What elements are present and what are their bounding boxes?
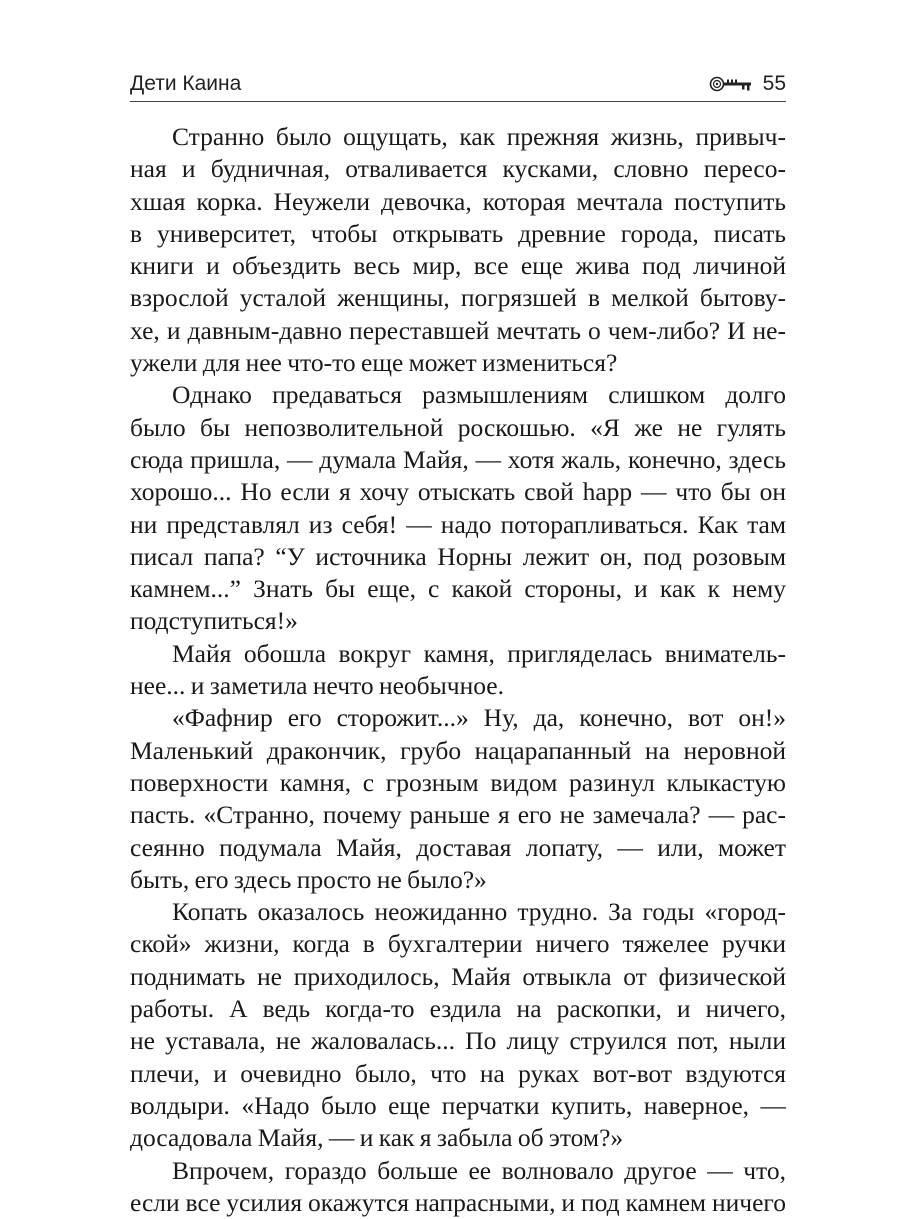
text-line: писал папа? “У источника Норны лежит он, под розовым: [130, 541, 786, 571]
text-line: ужели для нее что-то еще может измениться?: [130, 348, 618, 378]
page-header: [130, 70, 786, 102]
page-number-group: [709, 72, 786, 96]
text-line: досадовала Майя, — и как я забыла об этом?»: [130, 1123, 624, 1153]
text-line: если все усилия окажутся напрасными, и под камнем ничего: [130, 1187, 786, 1217]
text-line: плечи, и очевидно было, что на руках вот-вот вздуются: [130, 1058, 786, 1088]
text-line: волдыри. «Надо было еще перчатки купить, наверное, —: [130, 1090, 786, 1120]
text-line: Впрочем, гораздо больше ее волновало другое — что,: [172, 1155, 786, 1185]
text-line: хшая корка. Неужели девочка, которая мечтала поступить: [130, 186, 786, 216]
text-line: Однако предаваться размышлениям слишком долго: [172, 380, 786, 410]
page-number: 55: [762, 72, 786, 95]
header-rule: [130, 101, 786, 102]
text-line: нее... и заметила нечто необычное.: [130, 671, 504, 701]
text-line: Копать оказалось неожиданно трудно. За годы «город-: [172, 897, 786, 927]
text-line: быть, его здесь просто не было?»: [130, 864, 487, 894]
text-line: Странно было ощущать, как прежняя жизнь, привыч-: [172, 122, 786, 151]
text-line: в университет, чтобы открывать древние города, писать: [130, 218, 786, 248]
text-line: хорошо... Но если я хочу отыскать свой happ — что бы он: [130, 477, 786, 507]
text-line: ской» жизни, когда в бухгалтерии ничего тяжелее ручки: [130, 929, 786, 959]
running-title: Дети Каина: [130, 72, 242, 95]
text-line: работы. А ведь когда-то ездила на раскопки, и ничего,: [130, 994, 786, 1024]
text-line: Маленький дракончик, грубо нацарапанный на неровной: [130, 735, 786, 765]
text-line: ни представлял из себя! — надо поторапливаться. Как там: [130, 509, 786, 539]
text-line: сюда пришла, — думала Майя, — хотя жаль, конечно, здесь: [130, 444, 786, 474]
text-line: было бы непозволительной роскошью. «Я же не гулять: [130, 412, 786, 442]
text-line: хе, и давным-давно переставшей мечтать о чем-либо? И не-: [130, 315, 786, 345]
text-line: ная и будничная, отваливается кусками, словно пересо-: [130, 154, 786, 184]
text-line: камнем...” Знать бы еще, с какой стороны, и как к нему: [130, 574, 786, 604]
key-icon: [709, 76, 753, 92]
text-line: Майя обошла вокруг камня, пригляделась вниматель-: [172, 638, 786, 668]
text-line: книги и объездить весь мир, все еще жива под личиной: [130, 251, 786, 281]
text-line: «Фафнир его сторожит...» Ну, да, конечно, вот он!»: [172, 703, 786, 733]
text-line: не уставала, не жаловалась... По лицу струился пот, ныли: [130, 1026, 786, 1056]
text-line: подступиться!»: [130, 606, 298, 636]
text-line: взрослой усталой женщины, погрязшей в мелкой бытову-: [130, 283, 786, 313]
text-line: поднимать не приходилось, Майя отвыкла от физической: [130, 961, 786, 991]
text-line: сеянно подумала Майя, доставая лопату, — или, может: [130, 832, 786, 862]
text-line: поверхности камня, с грозным видом разинул клыкастую: [130, 767, 786, 797]
text-line: пасть. «Странно, почему раньше я его не замечала? — рас-: [130, 800, 786, 830]
body-text: [130, 121, 786, 1219]
